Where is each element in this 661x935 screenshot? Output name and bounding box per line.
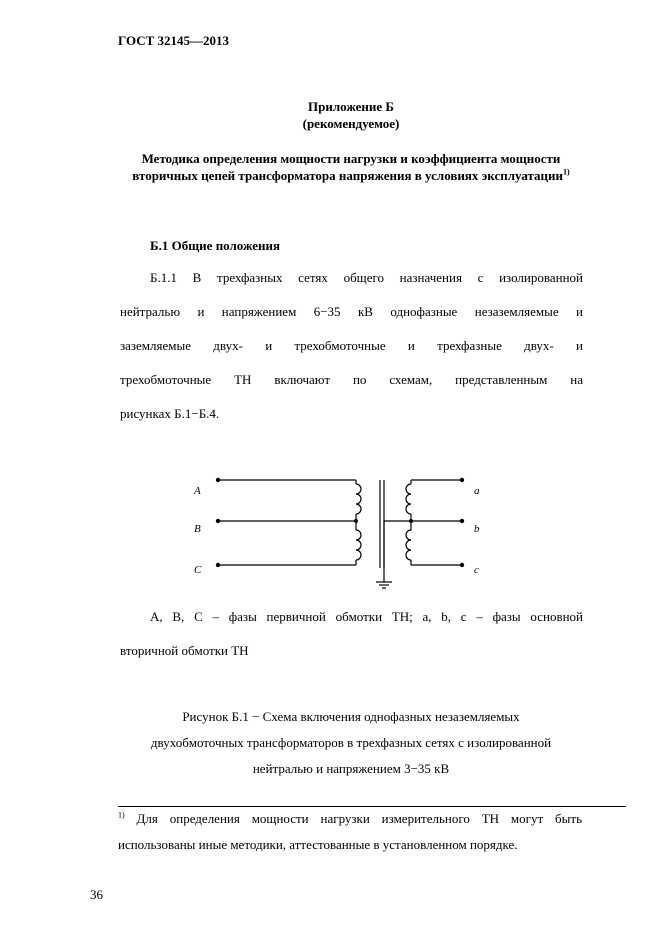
- junction-dot-secondary: [409, 519, 413, 523]
- terminal-dot-a: [460, 478, 464, 482]
- label-a: a: [474, 485, 480, 497]
- section-heading: Б.1 Общие положения: [150, 238, 281, 253]
- legend-line-1: A, B, C – фазы первичной обмотки ТН; a, b, c – фазы основной: [150, 609, 583, 624]
- terminal-dot-B: [216, 519, 220, 523]
- footnote-text-1: Для определения мощности нагрузки измерительного ТН могут быть: [136, 811, 582, 826]
- method-title-text: Методика определения мощности нагрузки и коэффициента мощности вторичных цепей трансформатора напряжения в условиях эксплуатации: [132, 151, 564, 183]
- footnote-line-2: использованы иные методики, аттестованные в установленном порядке.: [118, 837, 518, 852]
- label-C: C: [194, 564, 202, 576]
- label-B: B: [194, 523, 201, 535]
- terminal-dot-b: [460, 519, 464, 523]
- paragraph-line-5: рисунках Б.1−Б.4.: [120, 406, 220, 421]
- terminal-dot-c: [460, 563, 464, 567]
- figure-caption-line-3: нейтралью и напряжением 3−35 кВ: [252, 761, 450, 776]
- paragraph-line-2: нейтралью и напряжением 6−35 кВ однофазные незаземляемые и: [120, 304, 583, 319]
- legend-line-2: вторичной обмотки ТН: [120, 643, 249, 658]
- document-header: ГОСТ 32145—2013: [118, 33, 230, 48]
- method-title: [120, 150, 582, 184]
- footnote-reference: 1): [563, 167, 570, 177]
- label-A: A: [194, 485, 201, 497]
- footnote-marker: 1): [118, 810, 125, 820]
- figure-caption-line-2: двухобмоточных трансформаторов в трехфазных сетях с изолированной: [150, 735, 552, 750]
- figure-caption-line-1: Рисунок Б.1 − Схема включения однофазных незаземляемых: [182, 709, 520, 724]
- appendix-title: Приложение Б: [308, 99, 394, 114]
- paragraph-line-1: Б.1.1 В трехфазных сетях общего назначения с изолированной: [150, 270, 583, 285]
- page-number: 36: [90, 887, 103, 902]
- label-b: b: [474, 523, 480, 535]
- paragraph-line-4: трехобмоточные ТН включают по схемам, представленным на: [120, 372, 583, 387]
- footnote: [118, 806, 582, 858]
- terminal-dot-C: [216, 563, 220, 567]
- appendix-subtitle: (рекомендуемое): [302, 116, 400, 131]
- terminal-dot-A: [216, 478, 220, 482]
- junction-dot-primary: [354, 519, 358, 523]
- footnote-line-1: [118, 806, 582, 832]
- label-c: c: [474, 564, 479, 576]
- circuit-diagram: [180, 470, 490, 595]
- paragraph-line-3: заземляемые двух- и трехобмоточные и трехфазные двух- и: [120, 338, 583, 353]
